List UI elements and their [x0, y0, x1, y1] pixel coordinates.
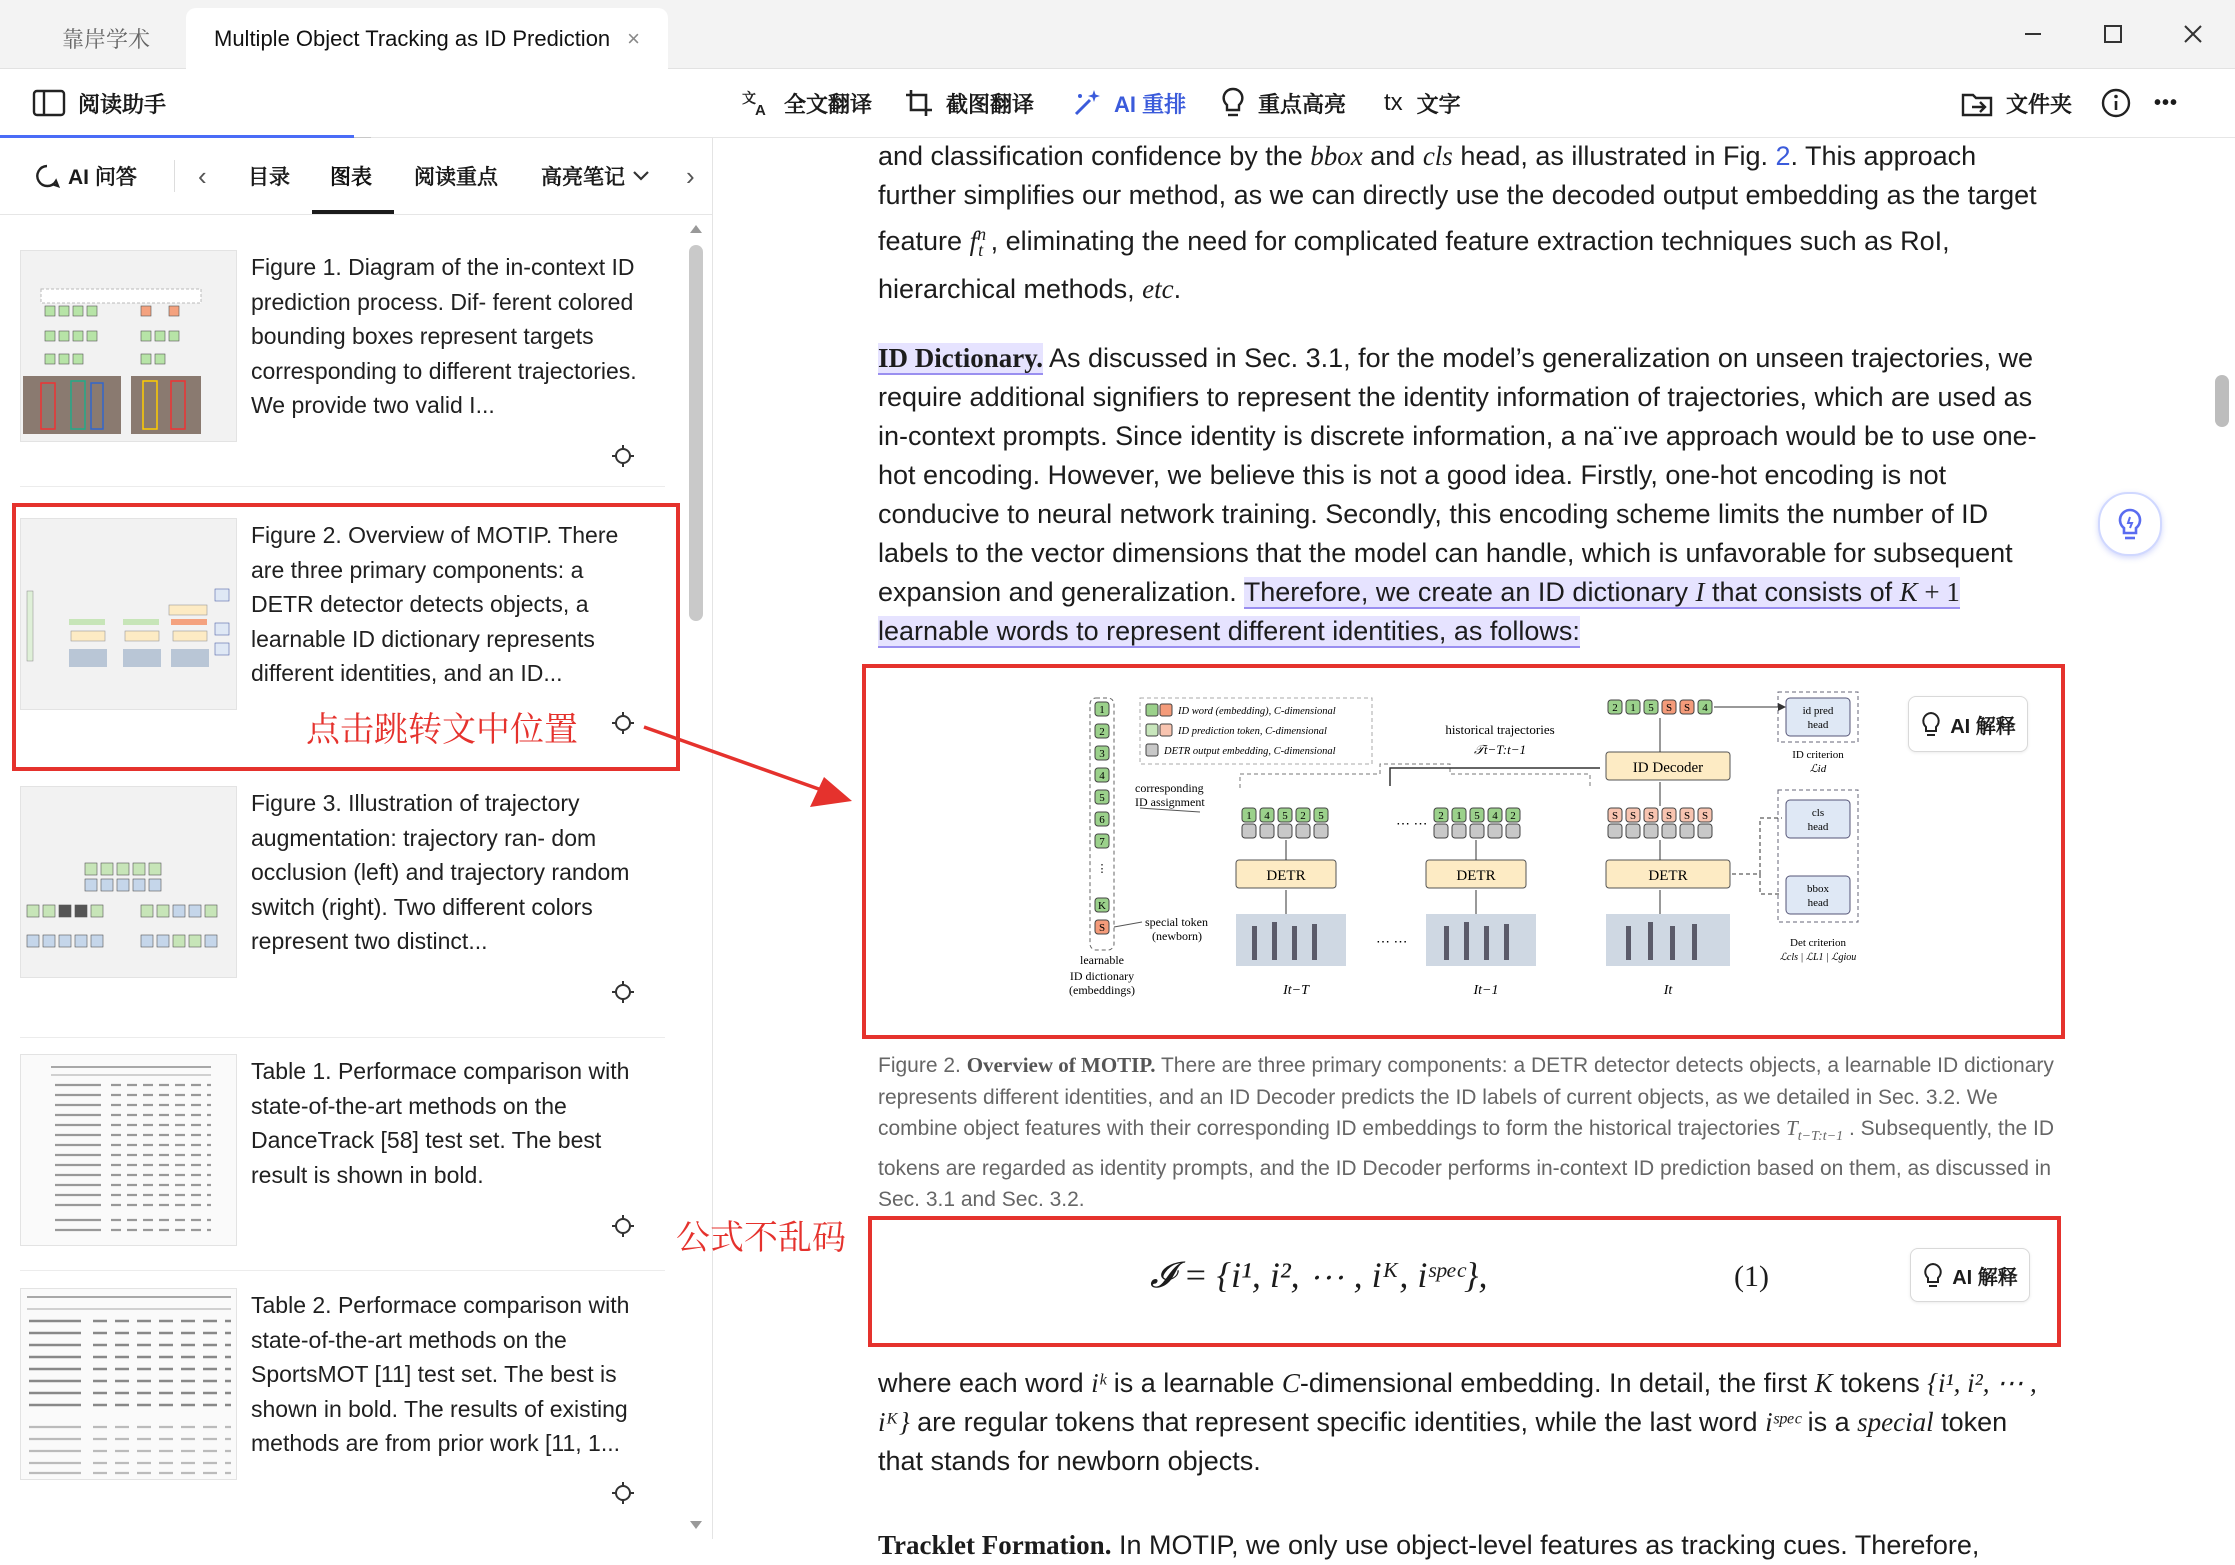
svg-text:ID assignment: ID assignment — [1135, 795, 1205, 809]
svg-text:S: S — [1665, 810, 1673, 822]
detr-label-1: DETR — [1266, 868, 1306, 884]
svg-text:S: S — [1683, 702, 1691, 714]
svg-text:文: 文 — [742, 90, 756, 106]
svg-text:4: 4 — [1264, 810, 1270, 822]
svg-text:5: 5 — [1648, 702, 1654, 714]
tab-ai-qa[interactable] — [34, 138, 137, 214]
formula-1: 𝓘 = {i¹, i², ⋯ , iᴷ, iˢᵖᵉᶜ}, — [1150, 1255, 1488, 1295]
ai-explain-figure-button[interactable] — [1908, 696, 2028, 752]
svg-text:(newborn): (newborn) — [1152, 929, 1202, 943]
hist-label: historical trajectories — [1445, 722, 1555, 737]
annotation-formula: 公式不乱码 — [676, 1219, 846, 1257]
folder-button[interactable] — [1960, 69, 2072, 137]
full-translate-button[interactable] — [742, 69, 872, 137]
tab-toc[interactable]: 目录 — [248, 166, 290, 189]
legend-1: ID word (embedding), C-dimensional — [1178, 706, 1336, 717]
id-loss: ℒid — [1809, 763, 1827, 775]
translate-icon — [742, 89, 772, 117]
tab-document-title: Multiple Object Tracking as ID Prediction — [214, 25, 611, 51]
lightbulb-icon — [1220, 87, 1246, 119]
frame-label-2: It−1 — [1473, 983, 1499, 998]
more-button[interactable] — [2154, 69, 2178, 137]
close-icon — [2183, 24, 2203, 44]
locate-icon-1[interactable] — [612, 445, 634, 467]
table-thumbnail-2 — [20, 1288, 237, 1480]
ai-explain-label: AI 解释 — [1950, 715, 2016, 738]
svg-text:2: 2 — [1300, 810, 1306, 822]
table-thumbnail-1 — [20, 1054, 237, 1246]
svg-text:2: 2 — [1510, 810, 1516, 822]
section-heading-id-dictionary: ID Dictionary. — [878, 343, 1043, 373]
tab-ai-qa-label: AI 问答 — [68, 166, 137, 189]
svg-text:ID dictionary: ID dictionary — [1069, 969, 1135, 983]
ai-reflow-label: AI 重排 — [1114, 91, 1187, 117]
highlight-label: 重点高亮 — [1258, 91, 1347, 117]
table-card-2-text: Table 2. Performace comparison with state-of-the-art methods on the SportsMOT [11] test set. The best is shown in bold. The results of existing methods are from prior work [11, 1... — [251, 1292, 630, 1456]
locate-icon-2[interactable] — [612, 712, 634, 734]
annotation-jump: 点击跳转文中位置 — [306, 711, 578, 749]
locate-icon-3[interactable] — [612, 981, 634, 1003]
figure-thumbnail-1 — [20, 250, 237, 442]
legend-2: ID prediction token, C-dimensional — [1178, 726, 1327, 737]
ai-explain-label: AI 解释 — [1952, 1266, 2018, 1289]
locate-icon-4[interactable] — [612, 1215, 634, 1237]
table-card-1[interactable] — [20, 1054, 670, 1246]
figure-card-1[interactable] — [20, 250, 670, 442]
text-tool-icon: tx — [1384, 89, 1403, 116]
reading-assistant-label: 阅读助手 — [78, 91, 167, 117]
annotation-arrow — [640, 715, 860, 815]
special-label: special token — [1145, 915, 1208, 929]
paragraph-3: where each word iᵏ is a learnable C-dimensional embedding. In detail, the first K tokens {i¹, i², ⋯ , iᴷ} are regular tokens that represent specific identities, while the last word iˢᵖᵉᶜ is a special token that stands for newborn objects. — [878, 1368, 2037, 1476]
bbox-head-1: bbox — [1807, 883, 1829, 895]
dots-1: ⋯ ⋯ — [1396, 817, 1428, 832]
figure-link[interactable]: 2 — [1775, 141, 1791, 171]
id-pred-head-1: id pred — [1802, 705, 1834, 717]
hist-symbol: 𝒯t−T:t−1 — [1473, 742, 1527, 757]
magic-wand-icon — [1072, 88, 1102, 118]
screenshot-translate-button[interactable] — [904, 69, 1034, 137]
cls-head-2: head — [1807, 821, 1829, 833]
dict-id-5: 5 — [1099, 792, 1105, 804]
maximize-icon — [2103, 24, 2123, 44]
export-folder-icon — [1960, 87, 1994, 119]
svg-text:A: A — [755, 102, 766, 119]
reading-assistant-button[interactable] — [32, 69, 166, 137]
legend-3: DETR output embedding, C-dimensional — [1164, 746, 1336, 757]
highlight-button[interactable] — [1220, 69, 1346, 137]
tab-close-icon[interactable]: × — [627, 25, 640, 51]
card-divider — [20, 486, 665, 487]
close-window-button[interactable] — [2168, 12, 2218, 56]
ai-assistant-float-button[interactable] — [2098, 492, 2162, 556]
minimize-button[interactable] — [2008, 12, 2058, 56]
minimize-icon — [2023, 24, 2043, 44]
det-criterion: Det criterion — [1790, 937, 1846, 949]
tab-next-arrow[interactable]: › — [686, 160, 695, 191]
tab-notes[interactable] — [541, 138, 651, 214]
svg-text:4: 4 — [1492, 810, 1498, 822]
detr-label-3: DETR — [1648, 868, 1688, 884]
sidebar-panel-icon — [32, 89, 66, 117]
chevron-down-icon — [631, 169, 651, 183]
text-label: 文字 — [1416, 91, 1461, 117]
svg-text:S: S — [1611, 810, 1619, 822]
card-divider — [20, 1037, 665, 1038]
maximize-button[interactable] — [2088, 12, 2138, 56]
figure-card-2[interactable] — [20, 518, 670, 710]
dots-2: ⋯ ⋯ — [1376, 935, 1408, 950]
svg-text:1: 1 — [1246, 810, 1252, 822]
figure-thumbnail-3 — [20, 786, 237, 978]
ai-bulb-icon — [1920, 711, 1942, 737]
figure-card-1-text: Figure 1. Diagram of the in-context ID prediction process. Dif- ferent colored bounding boxes represent targets corresponding to different trajectories. We provide two valid I... — [251, 254, 637, 418]
svg-text:S: S — [1665, 702, 1673, 714]
table-card-2[interactable] — [20, 1288, 670, 1480]
svg-text:5: 5 — [1282, 810, 1288, 822]
dict-id-6: 6 — [1099, 814, 1105, 826]
svg-text:5: 5 — [1318, 810, 1324, 822]
svg-text:1: 1 — [1456, 810, 1462, 822]
svg-text:2: 2 — [1612, 702, 1618, 714]
ai-bulb-icon — [1922, 1262, 1944, 1288]
figure-thumbnail-2 — [20, 518, 237, 710]
dict-id-k: K — [1098, 900, 1106, 912]
svg-text:S: S — [1647, 810, 1655, 822]
learnable-label: learnable — [1080, 953, 1124, 967]
ai-reflow-button[interactable] — [1072, 69, 1186, 137]
dict-id-s: S — [1098, 922, 1106, 934]
left-scrollbar-thumb[interactable] — [689, 245, 703, 621]
more-dots-icon: ••• — [2154, 91, 2179, 114]
tab-document[interactable] — [186, 8, 668, 69]
svg-text:S: S — [1629, 810, 1637, 822]
card-divider — [20, 1270, 665, 1271]
paragraph-id-dictionary: ID Dictionary. As discussed in Sec. 3.1, for the model’s generalization on unseen trajectories, we require additional signifiers to represent the identity information of trajectories, which are used as in-context prompts. Since identity is discrete information, a na¨ıve approach would be to use one-hot encoding. However, we believe this is not a good idea. Firstly, one-hot encoding is not conducive to neural network training. Secondly, this encoding scheme limits the number of ID labels to the vector dimensions that the model can handle, which is unfavorable for subsequent expansion and generalization. Therefore, we create an ID dictionary I that consists of K + 1 learnable words to represent different identities, as follows: — [878, 343, 2037, 646]
figure-2-diagram — [1060, 690, 1880, 1010]
active-tab-underline — [312, 210, 394, 214]
tab-prev-arrow[interactable]: ‹ — [198, 160, 207, 191]
formula-number: (1) — [1734, 1260, 1769, 1293]
ai-bulb-icon — [2115, 507, 2145, 541]
svg-text:2: 2 — [1438, 810, 1444, 822]
corr-label: corresponding — [1135, 781, 1204, 795]
chat-icon — [34, 163, 60, 189]
frame-label-1: It−T — [1283, 983, 1309, 998]
svg-text:1: 1 — [1630, 702, 1636, 714]
id-pred-head-2: head — [1807, 719, 1829, 731]
full-translate-label: 全文翻译 — [784, 91, 873, 117]
dict-id-dots: ⋮ — [1096, 863, 1108, 875]
bbox-head-2: head — [1807, 897, 1829, 909]
det-loss: ℒcls | ℒL1 | ℒgiou — [1779, 952, 1857, 963]
svg-text:4: 4 — [1702, 702, 1708, 714]
svg-text:(embeddings): (embeddings) — [1069, 983, 1135, 997]
figure-caption: Figure 2. Overview of MOTIP. There are three primary components: a DETR detector detects objects, a learnable ID dictionary represents different identities, and an ID Decoder predicts the ID labels of current objects, as we detailed in Sec. 3.2. We combine object features with their corresponding ID embeddings to form the historical trajectories $T_{t-T:t-1}$ . Subsequently, the ID tokens are regarded as identity prompts, and the ID Decoder performs in-context ID prediction based on them, as discussed in Sec. 3.1 and Sec. 3.2. — [878, 1053, 2055, 1212]
tab-notes-label: 高亮笔记 — [541, 166, 625, 189]
dict-id-3: 3 — [1099, 748, 1105, 760]
svg-text:S: S — [1683, 810, 1691, 822]
tab-home[interactable]: 靠岸学术 — [61, 26, 150, 52]
highlighted-text[interactable]: Therefore, we create an ID dictionary I that consists of K + 1 learnable words to represent different identities, as follows: — [878, 577, 1960, 646]
dict-id-2: 2 — [1099, 726, 1105, 738]
info-button[interactable] — [2100, 69, 2144, 137]
paragraph-1: and classification confidence by the bbox and cls head, as illustrated in Fig. 2. This approach further simplifies our method, as we can directly use the decoded output embedding as the target feature $f^n_t$ , eliminating the need for complicated feature extraction techniques such as RoI, hierarchical methods, etc. — [878, 141, 2037, 305]
dict-id-7: 7 — [1099, 836, 1105, 848]
cls-head-1: cls — [1811, 807, 1825, 819]
detr-label-2: DETR — [1456, 868, 1496, 884]
dict-id-4: 4 — [1099, 770, 1105, 782]
svg-text:5: 5 — [1474, 810, 1480, 822]
id-decoder-label: ID Decoder — [1632, 760, 1704, 776]
frame-label-3: It — [1663, 983, 1673, 998]
text-button[interactable] — [1384, 69, 1461, 137]
tab-charts[interactable]: 图表 — [330, 166, 372, 189]
scroll-down-arrow[interactable] — [689, 1518, 703, 1536]
tab-separator — [174, 160, 175, 192]
scroll-up-arrow[interactable] — [689, 222, 703, 240]
locate-icon-5[interactable] — [612, 1482, 634, 1504]
tab-key-points[interactable]: 阅读重点 — [414, 166, 498, 189]
dict-id-1: 1 — [1099, 704, 1105, 716]
svg-text:S: S — [1701, 810, 1709, 822]
crop-icon — [904, 88, 934, 118]
info-icon — [2100, 87, 2132, 119]
figure-card-2-text: Figure 2. Overview of MOTIP. There are three primary components: a DETR detector detects objects, a learnable ID dictionary represents different identities, and an ID... — [251, 522, 619, 686]
folder-label: 文件夹 — [2006, 91, 2073, 117]
figure-card-3-text: Figure 3. Illustration of trajectory augmentation: trajectory ran- dom occlusion (left) and trajectory random switch (right). Two different colors represent two distinct... — [251, 790, 630, 954]
id-criterion: ID criterion — [1792, 749, 1844, 761]
figure-card-3[interactable] — [20, 786, 670, 978]
paragraph-cut: Tracklet Formation. In MOTIP, we only use object-level features as tracking cues. Therefore, — [878, 1530, 1980, 1560]
screenshot-translate-label: 截图翻译 — [946, 91, 1035, 117]
document-scrollbar-thumb[interactable] — [2215, 375, 2229, 427]
table-card-1-text: Table 1. Performace comparison with state-of-the-art methods on the DanceTrack [58] test set. The best result is shown in bold. — [251, 1058, 630, 1188]
ai-explain-formula-button[interactable] — [1910, 1248, 2030, 1302]
